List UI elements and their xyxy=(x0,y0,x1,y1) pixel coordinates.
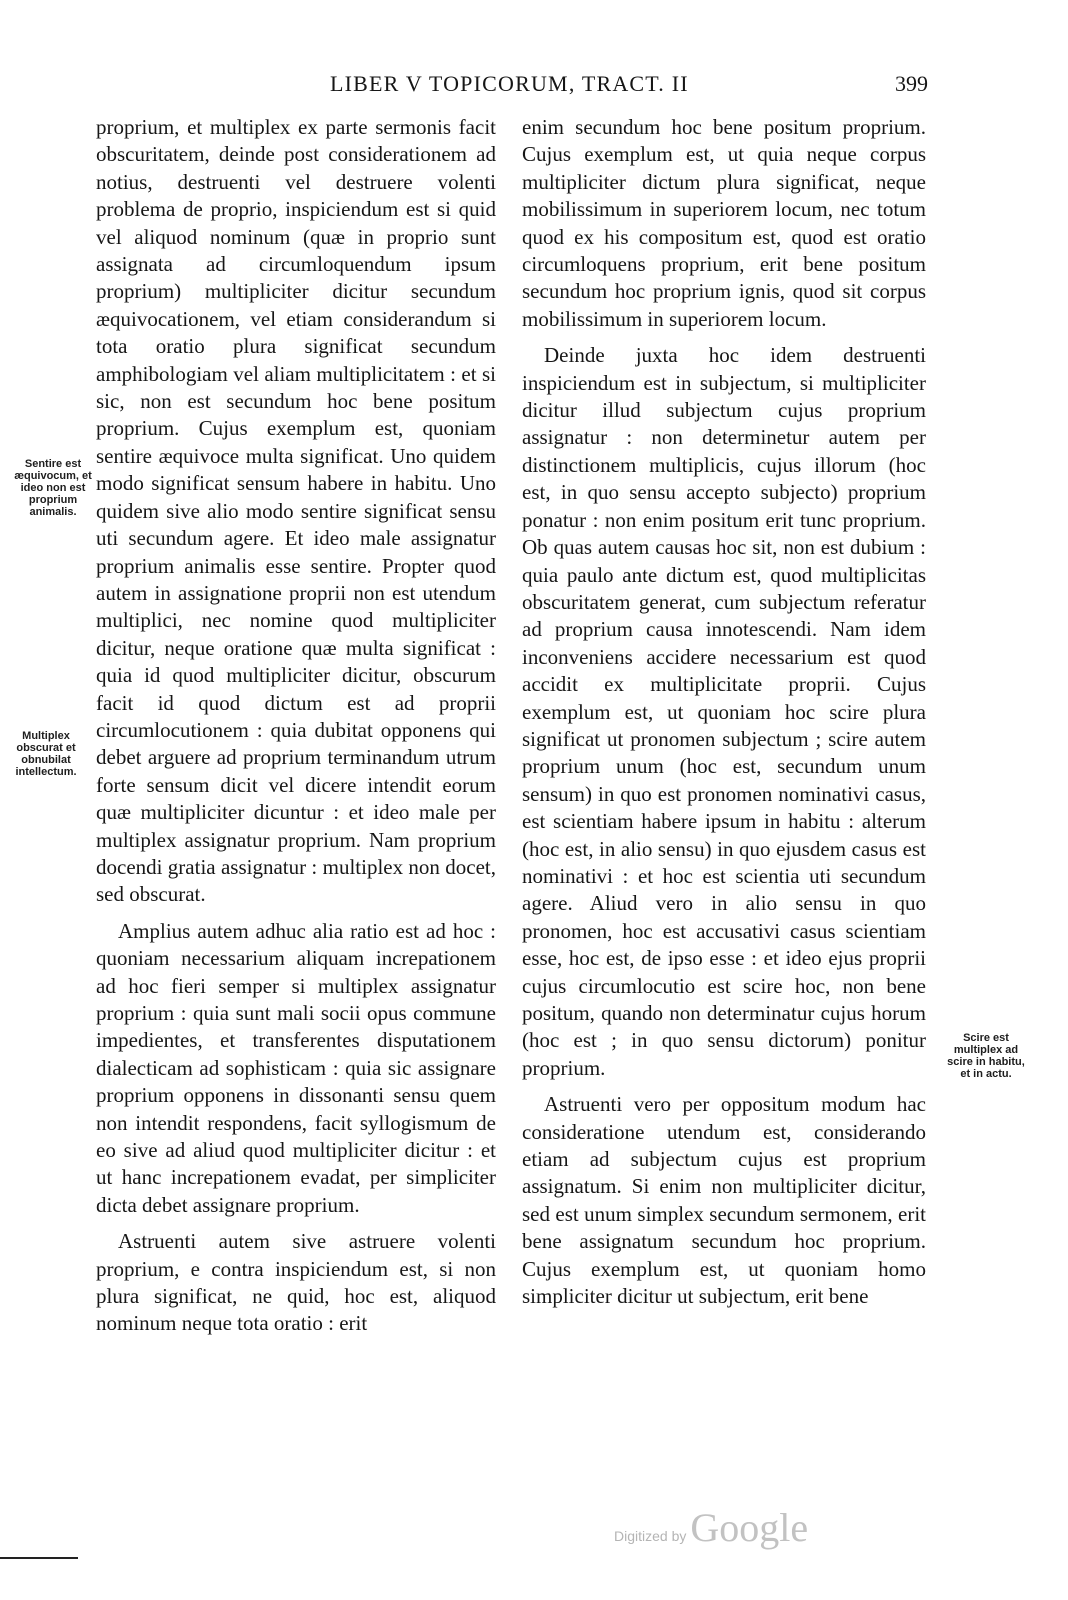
left-text-column xyxy=(96,114,496,1338)
page-edge-rule xyxy=(0,1557,78,1559)
paragraph: Astruenti vero per oppositum modum hac consideratione utendum est, considerando etiam ad subjectum cujus est proprium assignatum. Si enim non multipliciter dicitur, sed est unum simplex secundum sermonem, erit bene assignatum secundum hoc proprium. Cujus exemplum est, ut quoniam homo simpliciter dicitur ut subjectum, erit bene xyxy=(522,1092,926,1309)
margin-note-sentire: Sentire est æquivocum, et ideo non est proprium animalis. xyxy=(14,458,92,518)
paragraph: proprium, et multiplex ex parte sermonis facit obscuritatem, deinde post considerationem ad notius, destruenti vel destruere volenti problema de proprio, inspiciendum est si quid vel aliquod nominum (quæ in proprio sunt assignata ad circumloquendum ipsum proprium) multipliciter dicitur secundum æquivocationem, vel etiam considerandum si tota oratio plura significat secundum amphibologiam vel aliam multiplicitatem : et si sic, non est secundum hoc bene positum proprium. Cujus exemplum est, quoniam sentire æquivoce multa significat. Uno quidem modo significat sensum habere in habitu. Uno quidem sive alio modo sentire significat sensu uti secundum agere. Et ideo male assignatur proprium animalis esse sentire. Propter quod autem in assignatione proprii non est utendum multiplici, nec nomine quod multipliciter dicitur, neque oratione quæ multa significat : quia id quod multipliciter dicitur, obscurum facit id quod dictum est ad proprii circumlocutionem : quia dubitat opponens qui debet arguere ad proprium terminandum utrum forte sensum dicit vel dicere intendit eorum quæ multipliciter dicuntur : et ideo male per multiplex assignatur proprium. Nam proprium docendi gratia assignatur : multiplex non docet, sed obscurat. xyxy=(96,115,496,907)
margin-note-scire: Scire est multiplex ad scire in habitu, et in actu. xyxy=(947,1032,1025,1080)
running-header xyxy=(0,71,1068,105)
paragraph: Astruenti autem sive astruere volenti proprium, e contra inspiciendum est, si non plura significat, ne quid, hoc est, aliquod nominum neque tota oratio : erit xyxy=(96,1229,496,1336)
digitized-label: Digitized by xyxy=(614,1528,687,1544)
page-number: 399 xyxy=(895,71,928,96)
right-text-column xyxy=(522,114,926,1310)
google-logo: Google xyxy=(690,1505,809,1550)
paragraph: Amplius autem adhuc alia ratio est ad hoc : quoniam necessarium aliquam increpationem ad hoc fieri semper si multiplex assignatur proprium : quia sunt mali socii opus commune impedientes, et transferentes disputationem dialecticam ad sophisticam : quia sic assignare proprium opponens in dissonanti sensu quem non intendit respondens, facit syllogismum de eo sive ad aliud quod multipliciter dicitur : et ut hanc increpationem evadat, per simpliciter dicta debet assignare proprium. xyxy=(96,918,496,1217)
paragraph: Deinde juxta hoc idem destruenti inspiciendum est in subjectum, si multipliciter dicitur illud subjectum cujus proprium assignatur : non determinetur autem per distinctionem multiplicis, cujus illorum (hoc est, in quo sensu accepto subjecto) proprium ponatur : non enim positum erit tunc proprium. Ob quas autem causas hoc sit, non est dubium : quia paulo ante dictum est, quod multiplicitas obscuritatem generat, cum subjectum referatur ad proprium causa innotescendi. Nam idem inconveniens accidere necessarium est quod accidit ex multiplicitate proprii. Cujus exemplum est, ut quoniam hoc scire plura significat ut pronomen subjectum ; scire autem proprium unum (hoc est, secundum unum sensum) in quo est pronomen nominativi casus, est scientiam habere ipsum in habitu : alterum (hoc est, in alio sensu) in quo ejusdem casus est nominativi : et hoc est scientia uti secundum agere. Aliud vero in alio sensu in quo pronomen, hoc est accusativi casus scientiam esse, hoc est, de ipso esse : et ideo ejus proprii cujus circumlocutio est scire hoc, non bene positum, quando non determinatur cujus horum (hoc est ; in quo sensu dictorum) ponitur proprium. xyxy=(522,343,926,1080)
digitized-watermark xyxy=(614,1504,808,1551)
paragraph: enim secundum hoc bene positum proprium. Cujus exemplum est, ut quia neque corpus multipliciter dictum plura significat, neque mobilissimum in superiorem locum, nec totum quod ex his compositum est, quod est oratio circumloquens proprium, erit bene positum secundum hoc proprium ignis, quod sit corpus mobilissimum in superiorem locum. xyxy=(522,115,926,331)
running-title: LIBER V TOPICORUM, TRACT. II xyxy=(330,71,689,96)
margin-note-multiplex: Multiplex obscurat et obnubilat intellectum. xyxy=(15,730,77,778)
